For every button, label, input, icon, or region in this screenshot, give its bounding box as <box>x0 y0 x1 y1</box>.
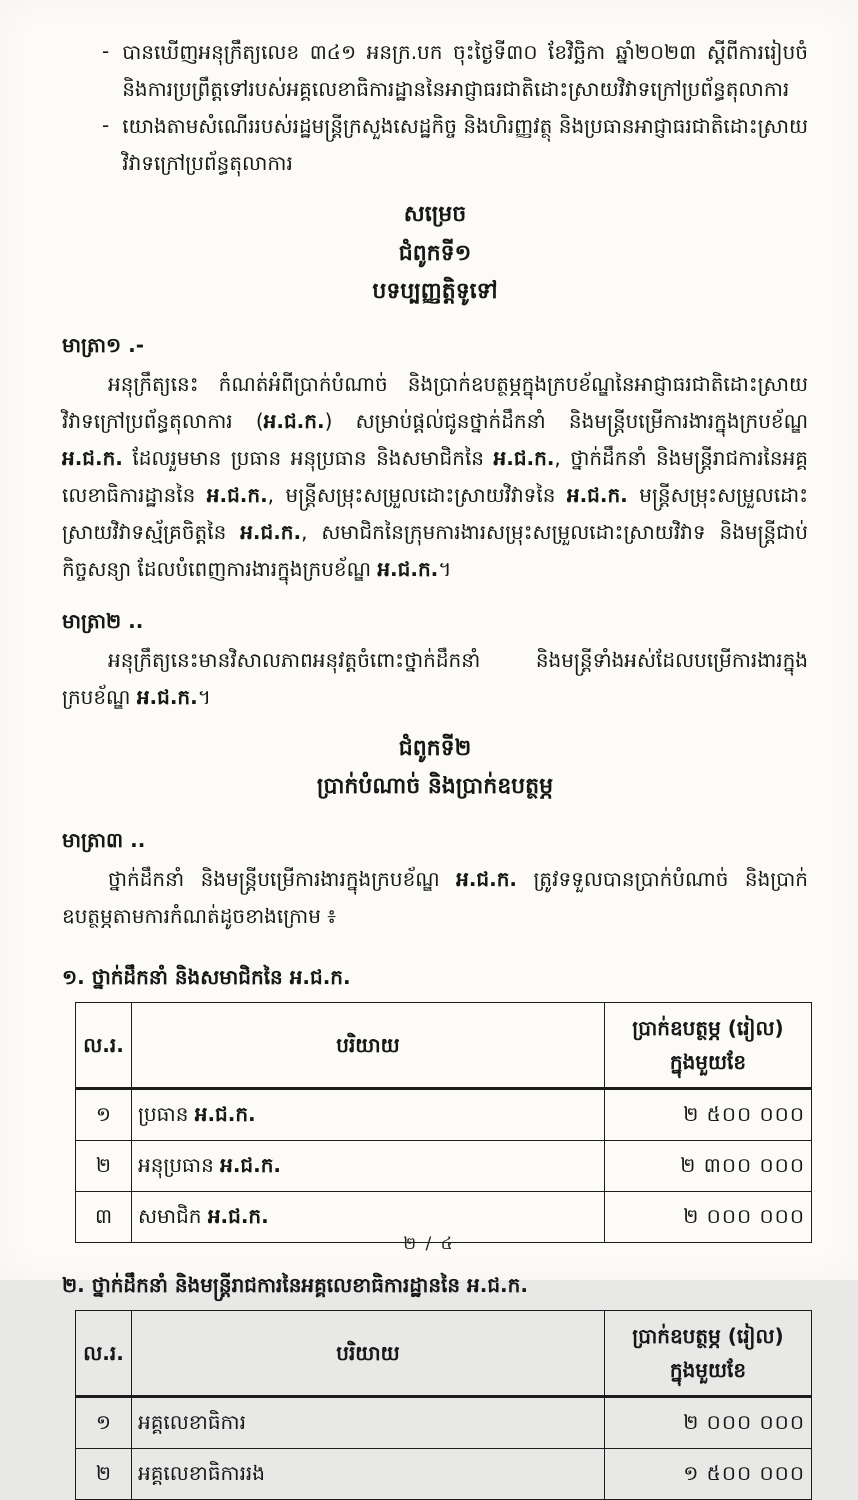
list-item <box>102 108 808 182</box>
bullet-text: យោងតាមសំណើររបស់រដ្ឋមន្ត្រីក្រសួងសេដ្ឋកិច្ច និងហិរញ្ញវត្ថុ និងប្រធានអាជ្ញាធរជាតិដោះស្រាយវិវាទក្រៅប្រព័ន្ធតុលាការ <box>122 114 808 175</box>
row-amount: ១ ៥០០ ០០០ <box>605 1448 812 1499</box>
article2-label: មាត្រា២ .. <box>62 608 144 633</box>
row-amount: ២ ៥០០ ០០០ <box>605 1088 812 1140</box>
row-description: អនុប្រធាន អ.ជ.ក. <box>132 1140 605 1191</box>
row-amount: ២ ០០០ ០០០ <box>605 1396 812 1448</box>
header-description: បរិយាយ <box>132 1002 605 1088</box>
compensation-table-2 <box>75 1310 812 1500</box>
row-amount: ២ ៣០០ ០០០ <box>605 1140 812 1191</box>
header-amount-line2: ក្នុងមួយខែ <box>669 1049 747 1074</box>
table1-caption: ១. ថ្នាក់ដឹកនាំ និងសមាជិកនៃ អ.ជ.ក. <box>62 964 351 989</box>
chapter2-title: ជំពូកទី២ <box>398 735 472 761</box>
row-description: ប្រធាន អ.ជ.ក. <box>132 1088 605 1140</box>
dash-marker: - <box>102 39 110 63</box>
chapter1-heading-block <box>62 196 808 312</box>
row-number: ៣ <box>76 1191 132 1242</box>
table-header <box>76 1002 812 1088</box>
chapter2-subtitle: ប្រាក់បំណាច់ និងប្រាក់ឧបត្ថម្ភ <box>316 774 554 799</box>
table-row <box>76 1140 812 1191</box>
chapter1-subtitle: បទប្បញ្ញត្តិទូទៅ <box>372 279 498 304</box>
chapter2-heading-block <box>62 730 808 807</box>
decision-heading: សម្រេច <box>403 202 467 227</box>
article3-label: មាត្រា៣ .. <box>62 827 146 852</box>
row-amount: ២ ០០០ ០០០ <box>605 1191 812 1242</box>
header-amount-line2: ក្នុងមួយខែ <box>669 1357 747 1382</box>
row-description: អគ្គលេខាធិការ <box>132 1396 605 1448</box>
table-row <box>76 1448 812 1499</box>
article3-body: ថ្នាក់ដឹកនាំ និងមន្ត្រីបម្រើការងារក្នុងក្របខ័ណ្ឌ អ.ជ.ក. ត្រូវទទួលបានប្រាក់បំណាច់ និងប្រាក់ឧបត្ថម្ភតាមការកំណត់ដូចខាងក្រោម ៖ <box>62 866 808 928</box>
list-item <box>102 34 808 108</box>
chapter1-title: ជំពូកទី១ <box>398 240 472 266</box>
article2-body: អនុក្រឹត្យនេះមានវិសាលភាពអនុវត្តចំពោះថ្នាក់ដឹកនាំ និងមន្ត្រីទាំងអស់ដែលបម្រើការងារក្នុងក្របខ័ណ្ឌ អ.ជ.ក.។ <box>62 647 808 709</box>
table2-caption: ២. ថ្នាក់ដឹកនាំ និងមន្ត្រីរាជការនៃអគ្គលេខាធិការដ្ឋាននៃ អ.ជ.ក. <box>62 1272 528 1297</box>
header-no: ល.រ. <box>76 1310 132 1396</box>
compensation-table-1 <box>75 1002 812 1243</box>
page-number: ២ / ៤ <box>403 1233 455 1254</box>
table-header <box>76 1310 812 1396</box>
header-amount-line1: ប្រាក់ឧបត្ថម្ភ (រៀល) <box>632 1015 784 1040</box>
table-body <box>76 1088 812 1242</box>
row-description: អគ្គលេខាធិការរង <box>132 1448 605 1499</box>
table-row <box>76 1396 812 1448</box>
bullet-text: បានឃើញអនុក្រឹត្យលេខ ៣៤១ អនក្រ.បក ចុះថ្ងៃទី៣០ ខែវិច្ឆិកា ឆ្នាំ២០២៣ ស្ដីពីការរៀបចំ និងការប្រព្រឹត្តទៅរបស់អគ្គលេខាធិការដ្ឋាននៃអាជ្ញាធរជាតិដោះស្រាយវិវាទក្រៅប្រព័ន្ធតុលាការ <box>122 40 808 101</box>
article1-body: អនុក្រឹត្យនេះ កំណត់អំពីប្រាក់បំណាច់ និងប្រាក់ឧបត្ថម្ភក្នុងក្របខ័ណ្ឌនៃអាជ្ញាធរជាតិដោះស្រាយវិវាទក្រៅប្រព័ន្ធតុលាការ (អ.ជ.ក.) សម្រាប់ផ្តល់ជូនថ្នាក់ដឹកនាំ និងមន្ត្រីបម្រើការងារក្នុងក្របខ័ណ្ឌ អ.ជ.ក. ដែលរួមមាន ប្រធាន អនុប្រធាន និងសមាជិកនៃ អ.ជ.ក., ថ្នាក់ដឹកនាំ និងមន្ត្រីរាជការនៃអគ្គលេខាធិការដ្ឋាននៃ អ.ជ.ក., មន្ត្រីសម្រុះសម្រួលដោះស្រាយវិវាទនៃ អ.ជ.ក. មន្ត្រីសម្រុះសម្រួលដោះស្រាយវិវាទស្ម័គ្រចិត្តនៃ អ.ជ.ក., សមាជិកនៃក្រុមការងារសម្រុះសម្រួលដោះស្រាយវិវាទ និងមន្ត្រីជាប់កិច្ចសន្យា ដែលបំពេញការងារក្នុងក្របខ័ណ្ឌ អ.ជ.ក.។ <box>62 371 808 581</box>
dash-marker: - <box>102 113 110 137</box>
header-amount <box>605 1002 812 1088</box>
table-body <box>76 1396 812 1499</box>
header-no: ល.រ. <box>76 1002 132 1088</box>
row-number: ២ <box>76 1448 132 1499</box>
table-row <box>76 1088 812 1140</box>
preamble-bullet-list <box>102 34 808 182</box>
header-description: បរិយាយ <box>132 1310 605 1396</box>
header-amount <box>605 1310 812 1396</box>
row-number: ១ <box>76 1396 132 1448</box>
row-number: ១ <box>76 1088 132 1140</box>
header-amount-line1: ប្រាក់ឧបត្ថម្ភ (រៀល) <box>632 1323 784 1348</box>
article1-label: មាត្រា១ .- <box>62 332 145 357</box>
row-number: ២ <box>76 1140 132 1191</box>
row-description: សមាជិក អ.ជ.ក. <box>132 1191 605 1242</box>
